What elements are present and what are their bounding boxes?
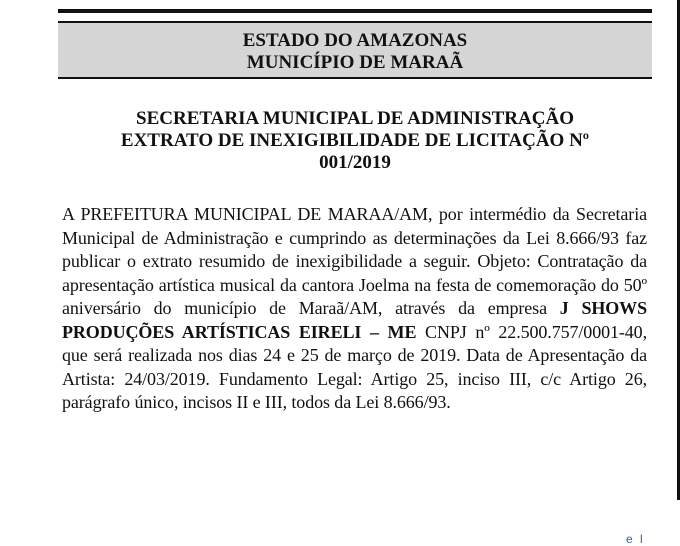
company-name: J SHOWS PRODUÇÕES ARTÍSTICAS EIRELI – ME bbox=[62, 298, 647, 342]
corner-mark: e l bbox=[626, 532, 645, 546]
title-number: 001/2019 bbox=[319, 152, 391, 173]
top-rule bbox=[58, 9, 652, 13]
title-secretaria: SECRETARIA MUNICIPAL DE ADMINISTRAÇÃO bbox=[136, 108, 574, 129]
title-extrato: EXTRATO DE INEXIGIBILIDADE DE LICITAÇÃO Nº bbox=[120, 130, 590, 151]
body-text-intro: A PREFEITURA MUNICIPAL DE MARAA/AM, por intermédio da Secretaria Municipal de Administração e cumprindo as determinações da Lei 8.666/93 faz publicar o extrato resumido de inexigibilidade a seguir. Objeto: Contratação da apresentação artística musical da cantora Joelma na festa de comemoração do 50º aniversário do município de Maraã/AM, através da empresa bbox=[62, 204, 647, 318]
header-state-line: ESTADO DO AMAZONAS bbox=[242, 30, 468, 51]
body-text-details: CNPJ nº 22.500.757/0001-40, que será realizada nos dias 24 e 25 de março de 2019. Data de Apresentação da Artista: 24/03/2019. Fundamento Legal: Artigo 25, inciso III, c/c Artigo 26, parágrafo único, incisos II e III, todos da Lei 8.666/93. bbox=[62, 321, 647, 412]
header-box bbox=[58, 21, 652, 79]
document-title bbox=[58, 108, 652, 174]
header-municipality-line: MUNICÍPIO DE MARAÃ bbox=[246, 52, 464, 73]
body-paragraph bbox=[62, 203, 647, 415]
